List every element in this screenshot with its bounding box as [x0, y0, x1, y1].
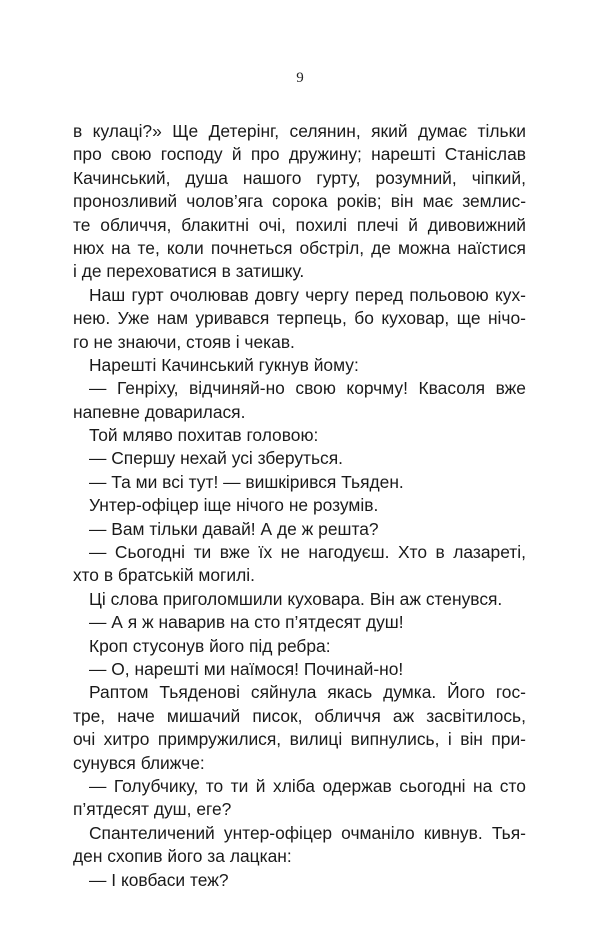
- word: пронозливий: [73, 191, 178, 212]
- word: бо: [354, 308, 374, 329]
- word: наварив: [158, 612, 226, 633]
- word: те: [73, 214, 91, 235]
- word: відчиняй-но: [189, 378, 285, 399]
- word: Детерінг,: [208, 121, 280, 141]
- text-line: [73, 377, 526, 400]
- word: —: [89, 378, 107, 399]
- word: про: [73, 144, 102, 165]
- word: йому:: [313, 354, 359, 375]
- word: Станіслав: [444, 144, 526, 165]
- word: сорока: [271, 191, 328, 212]
- word: ж: [301, 518, 314, 539]
- word: Спантеличений: [89, 822, 215, 843]
- word: Кроп: [89, 635, 128, 656]
- word: А: [260, 518, 273, 539]
- text-line: [73, 120, 526, 143]
- word: де: [276, 518, 297, 539]
- word: теж?: [189, 869, 229, 890]
- word: не: [93, 331, 113, 352]
- word: нехай: [180, 448, 227, 469]
- word: під: [248, 635, 273, 656]
- page-number: 9: [296, 70, 304, 86]
- text-line: [73, 541, 526, 564]
- word: аж: [399, 588, 421, 609]
- word: вже: [495, 378, 526, 399]
- word: усі: [231, 448, 253, 469]
- word: лацкан:: [229, 846, 292, 867]
- word: Хто: [397, 542, 427, 563]
- word: Тья-: [491, 822, 526, 843]
- text-line: [73, 354, 526, 377]
- word: дивовижний: [427, 214, 526, 235]
- text-line: [73, 635, 526, 658]
- word: нарешті: [371, 144, 436, 165]
- word: ребра:: [277, 635, 331, 656]
- word: нагодуєш.: [308, 542, 390, 563]
- word: корчму!: [346, 378, 408, 399]
- text-line: [73, 237, 526, 260]
- word: братській: [117, 565, 194, 586]
- word: душ!: [365, 612, 404, 633]
- word: який: [371, 121, 408, 141]
- word: Уже: [117, 308, 150, 329]
- word: ти: [193, 542, 212, 563]
- word: нічого: [236, 495, 284, 516]
- word: —: [223, 471, 241, 492]
- word: почнеться: [210, 237, 293, 258]
- word: писок,: [252, 705, 303, 726]
- word: Тьяденові: [159, 682, 240, 703]
- word: думка.: [383, 682, 437, 703]
- word: не: [280, 542, 300, 563]
- word: ден: [73, 846, 103, 867]
- word: наїстися: [457, 237, 526, 258]
- word: він: [390, 191, 414, 212]
- word: затишку.: [235, 261, 305, 282]
- word: хто: [73, 565, 99, 586]
- text-line: [73, 143, 526, 166]
- word: випнулись,: [350, 729, 440, 750]
- word: тут!: [188, 471, 219, 492]
- word: гукнув: [258, 354, 309, 375]
- word: примружилися,: [157, 729, 282, 750]
- word: Унтер-офіцер: [89, 495, 199, 516]
- word: п’ятдесят: [285, 612, 362, 633]
- word: Сьогодні: [114, 542, 186, 563]
- word: те,: [137, 237, 160, 258]
- text-line: [73, 564, 526, 587]
- word: А: [111, 612, 123, 633]
- word: п’ятдесят: [73, 799, 149, 820]
- word: вилиці: [289, 729, 343, 750]
- word: схопив: [107, 846, 163, 867]
- word: сунувся: [73, 752, 136, 773]
- word: мляво: [122, 425, 173, 446]
- word: я: [127, 612, 138, 633]
- word: розумів.: [312, 495, 379, 516]
- word: Квасоля: [418, 378, 486, 399]
- word: сто: [499, 775, 526, 796]
- word: Нарешті: [89, 354, 157, 375]
- word: в: [103, 565, 114, 586]
- word: тільки: [149, 518, 198, 539]
- word: свою: [295, 378, 336, 399]
- word: сяйнула: [250, 682, 317, 703]
- page-text: [73, 120, 526, 892]
- word: решта?: [318, 518, 379, 539]
- word: го: [73, 331, 89, 352]
- word: душ,: [153, 799, 192, 820]
- word: головою:: [246, 425, 319, 446]
- word: гурт: [131, 284, 164, 305]
- word: тільки: [477, 121, 526, 141]
- word: уривався: [195, 308, 270, 329]
- text-line: [73, 775, 526, 798]
- word: очманіло: [341, 822, 415, 843]
- word: Наш: [89, 284, 126, 305]
- word: нашого: [242, 167, 302, 188]
- word: напевне: [73, 401, 140, 422]
- word: Починай-но!: [303, 658, 404, 679]
- text-line: [73, 728, 526, 751]
- word: Качинський,: [73, 167, 171, 188]
- text-line: [73, 401, 526, 424]
- word: гурту,: [316, 167, 361, 188]
- word: переховатися: [106, 261, 217, 282]
- text-line: [73, 190, 526, 213]
- word: має: [422, 191, 454, 212]
- text-line: [73, 798, 526, 821]
- word: слова: [110, 588, 159, 609]
- word: на: [473, 775, 493, 796]
- word: блакитні: [181, 214, 249, 235]
- word: мишачий: [166, 705, 241, 726]
- word: стояв: [186, 331, 231, 352]
- word: наїмося!: [230, 658, 299, 679]
- word: Тьяден.: [341, 471, 404, 492]
- word: й: [231, 144, 242, 165]
- word: —: [89, 471, 107, 492]
- word: похитав: [177, 425, 242, 446]
- word: кулаці?»: [92, 121, 162, 141]
- word: в: [73, 121, 83, 141]
- word: стусонув: [132, 635, 205, 656]
- word: обстріл,: [299, 237, 365, 258]
- word: приголомшили: [162, 588, 283, 609]
- word: Ці: [89, 588, 106, 609]
- word: одержав: [322, 775, 392, 796]
- text-line: [73, 494, 526, 517]
- word: Голубчику,: [113, 775, 199, 796]
- word: Той: [89, 425, 118, 446]
- word: нюх: [73, 237, 105, 258]
- word: коли: [166, 237, 204, 258]
- word: Качинський: [161, 354, 254, 375]
- text-line: [73, 260, 526, 283]
- word: можна: [397, 237, 451, 258]
- word: на: [111, 237, 131, 258]
- text-line: [73, 588, 526, 611]
- word: —: [89, 542, 107, 563]
- word: в: [435, 542, 445, 563]
- word: чергу: [305, 284, 349, 305]
- text-line: [73, 681, 526, 704]
- word: за: [207, 846, 225, 867]
- word: його: [209, 635, 245, 656]
- word: довгу: [254, 284, 299, 305]
- word: і: [235, 331, 240, 352]
- word: вишкірився: [245, 471, 337, 492]
- text-line: [73, 331, 526, 354]
- text-line: [73, 447, 526, 470]
- text-line: [73, 214, 526, 237]
- text-line: [73, 869, 526, 892]
- word: гос-: [495, 682, 526, 703]
- word: дружину;: [288, 144, 362, 165]
- word: обличчя,: [100, 214, 172, 235]
- word: сто: [254, 612, 281, 633]
- word: ковбаси: [120, 869, 186, 890]
- word: —: [89, 869, 107, 890]
- word: Генріху,: [116, 378, 179, 399]
- text-line: [73, 518, 526, 541]
- word: Вам: [111, 518, 145, 539]
- word: господу: [160, 144, 223, 165]
- word: знаючи,: [117, 331, 182, 352]
- word: й: [255, 775, 266, 796]
- word: і: [447, 729, 452, 750]
- word: нічо-: [487, 308, 526, 329]
- word: думає: [417, 121, 468, 141]
- word: очолював: [169, 284, 249, 305]
- word: Раптом: [89, 682, 149, 703]
- word: ти: [230, 775, 249, 796]
- text-line: [73, 658, 526, 681]
- word: похилі: [295, 214, 347, 235]
- word: років;: [336, 191, 382, 212]
- text-line: [73, 307, 526, 330]
- word: вже: [219, 542, 251, 563]
- text-line: [73, 611, 526, 634]
- word: стенувся.: [425, 588, 503, 609]
- word: —: [89, 775, 107, 796]
- text-line: [73, 705, 526, 728]
- word: Та: [111, 471, 131, 492]
- word: іще: [203, 495, 232, 516]
- word: перед: [354, 284, 404, 305]
- text-line: [73, 284, 526, 307]
- word: Спершу: [111, 448, 176, 469]
- word: ж: [142, 612, 154, 633]
- word: в: [221, 261, 231, 282]
- word: засвітилось,: [426, 705, 526, 726]
- word: кух-: [494, 284, 526, 305]
- word: його: [167, 846, 203, 867]
- word: він: [460, 729, 483, 750]
- word: на: [229, 612, 250, 633]
- word: де: [371, 237, 391, 258]
- word: Ще: [172, 121, 199, 141]
- word: нею.: [73, 308, 111, 329]
- word: польовою: [409, 284, 489, 305]
- word: еге?: [196, 799, 232, 820]
- word: куховар,: [381, 308, 450, 329]
- text-line: [73, 424, 526, 447]
- text-line: [73, 845, 526, 868]
- word: обличчя: [314, 705, 381, 726]
- word: нам: [156, 308, 189, 329]
- word: не: [288, 495, 309, 516]
- word: де: [81, 261, 102, 282]
- word: очі,: [258, 214, 286, 235]
- text-line: [73, 822, 526, 845]
- word: куховара.: [287, 588, 365, 609]
- word: плечі: [356, 214, 399, 235]
- text-line: [73, 471, 526, 494]
- word: чолов’яга: [186, 191, 263, 212]
- word: чіпкий,: [471, 167, 526, 188]
- word: всі: [162, 471, 184, 492]
- word: якась: [327, 682, 373, 703]
- word: при-: [491, 729, 526, 750]
- word: —: [89, 448, 107, 469]
- word: чекав.: [244, 331, 295, 352]
- word: нарешті: [134, 658, 199, 679]
- word: землис-: [462, 191, 526, 212]
- word: про: [250, 144, 280, 165]
- word: душа: [185, 167, 228, 188]
- word: могилі.: [198, 565, 255, 586]
- word: Його: [447, 682, 485, 703]
- word: то: [205, 775, 224, 796]
- word: хитро: [103, 729, 150, 750]
- word: унтер-офіцер: [223, 822, 333, 843]
- word: їх: [258, 542, 273, 563]
- word: аж: [392, 705, 415, 726]
- word: кивнув.: [423, 822, 483, 843]
- word: І: [111, 869, 117, 890]
- word: і: [73, 261, 77, 282]
- word: хліба: [273, 775, 315, 796]
- word: ближче:: [140, 752, 205, 773]
- word: селянин,: [289, 121, 361, 141]
- word: наче: [117, 705, 155, 726]
- word: свою: [111, 144, 152, 165]
- word: тре,: [73, 705, 106, 726]
- word: ще: [456, 308, 481, 329]
- word: давай!: [202, 518, 256, 539]
- word: ми: [135, 471, 158, 492]
- word: й: [408, 214, 418, 235]
- word: доварилася.: [144, 401, 246, 422]
- word: зберуться.: [257, 448, 343, 469]
- text-line: [73, 167, 526, 190]
- word: лазареті,: [453, 542, 526, 563]
- word: терпець,: [276, 308, 347, 329]
- word: сьогодні: [399, 775, 466, 796]
- word: —: [89, 518, 107, 539]
- word: —: [89, 658, 107, 679]
- word: розумний,: [375, 167, 457, 188]
- word: —: [89, 612, 107, 633]
- word: ми: [203, 658, 226, 679]
- word: очі: [73, 729, 96, 750]
- word: Він: [369, 588, 395, 609]
- word: О,: [111, 658, 130, 679]
- text-line: [73, 752, 526, 775]
